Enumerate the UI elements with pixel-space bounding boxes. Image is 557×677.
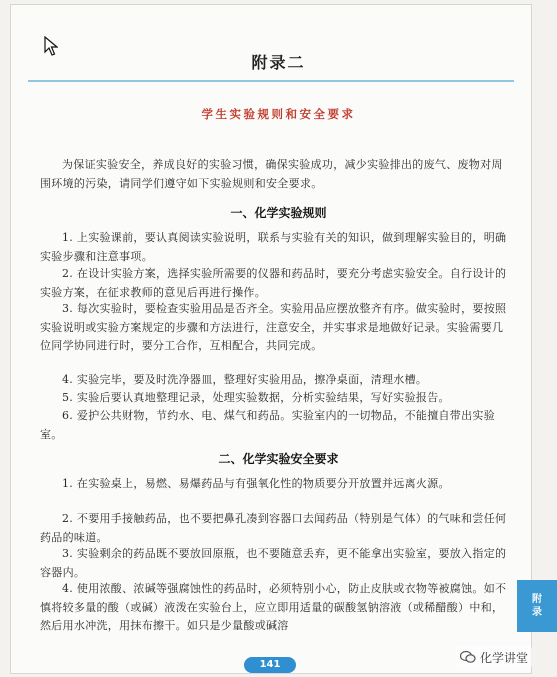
side-tab-char: 附 [532, 594, 542, 605]
page-number: 141 [244, 657, 296, 673]
subtitle: 学生实验规则和安全要求 [201, 107, 356, 121]
safety-item: 2. 不要用手接触药品，也不要把鼻孔凑到容器口去闻药品（特别是气体）的气味和尝任何药品的味道。 [40, 512, 507, 544]
intro-paragraph: 为保证实验安全，养成良好的实验习惯，确保实验成功，减少实验排出的废气、废物对周围环境的污染，请同学们遵守如下实验规则和安全要求。 [40, 158, 503, 190]
appendix-side-tab [517, 580, 557, 632]
rule-item: 4. 实验完毕，要及时洗净器皿，整理好实验用品，擦净桌面，清理水槽。 [62, 373, 428, 386]
rule-item: 1. 上实验课前，要认真阅读实验说明，联系与实验有关的知识，做到理解实验目的，明确实验步骤和注意事项。 [40, 231, 507, 263]
header-rule [28, 80, 514, 82]
watermark-text: 化学讲堂 [480, 650, 529, 665]
watermark [456, 646, 532, 668]
rule-item: 6. 爱护公共财物，节约水、电、煤气和药品。实验室内的一切物品，不能擅自带出实验室。 [40, 409, 495, 441]
rule-item: 5. 实验后要认真地整理记录，处理实验数据，分析实验结果，写好实验报告。 [62, 391, 450, 404]
section-2-heading: 二、化学实验安全要求 [218, 452, 339, 466]
safety-item: 4. 使用浓酸、浓碱等强腐蚀性的药品时，必须特别小心，防止皮肤或衣物等被腐蚀。如不慎将较多量的酸（或碱）液泼在实验台上，应立即用适量的碳酸氢钠溶液（或稀醋酸）中和，然后用水冲洗，用抹布擦干。如只是少量酸或碱溶 [40, 582, 507, 632]
section-1-heading: 一、化学实验规则 [230, 206, 327, 220]
appendix-title: 附录二 [251, 53, 306, 72]
rule-item: 3. 每次实验时，要检查实验用品是否齐全。实验用品应摆放整齐有序。做实验时，要按照实验说明或实验方案规定的步骤和方法进行，注意安全，并实事求是地做好记录。实验需要几位同学协同进行时，要分工合作，互相配合，共同完成。 [40, 302, 507, 352]
wechat-icon [460, 650, 476, 664]
rule-item: 2. 在设计实验方案，选择实验所需要的仪器和药品时，要充分考虑实验安全。自行设计的实验方案，在征求教师的意见后再进行操作。 [40, 267, 507, 299]
safety-item: 3. 实验剩余的药品既不要放回原瓶，也不要随意丢弃，更不能拿出实验室，要放入指定的容器内。 [40, 547, 507, 579]
side-tab-char: 录 [532, 607, 542, 618]
safety-item: 1. 在实验桌上，易燃、易爆药品与有强氧化性的物质要分开放置并远离火源。 [62, 477, 450, 490]
